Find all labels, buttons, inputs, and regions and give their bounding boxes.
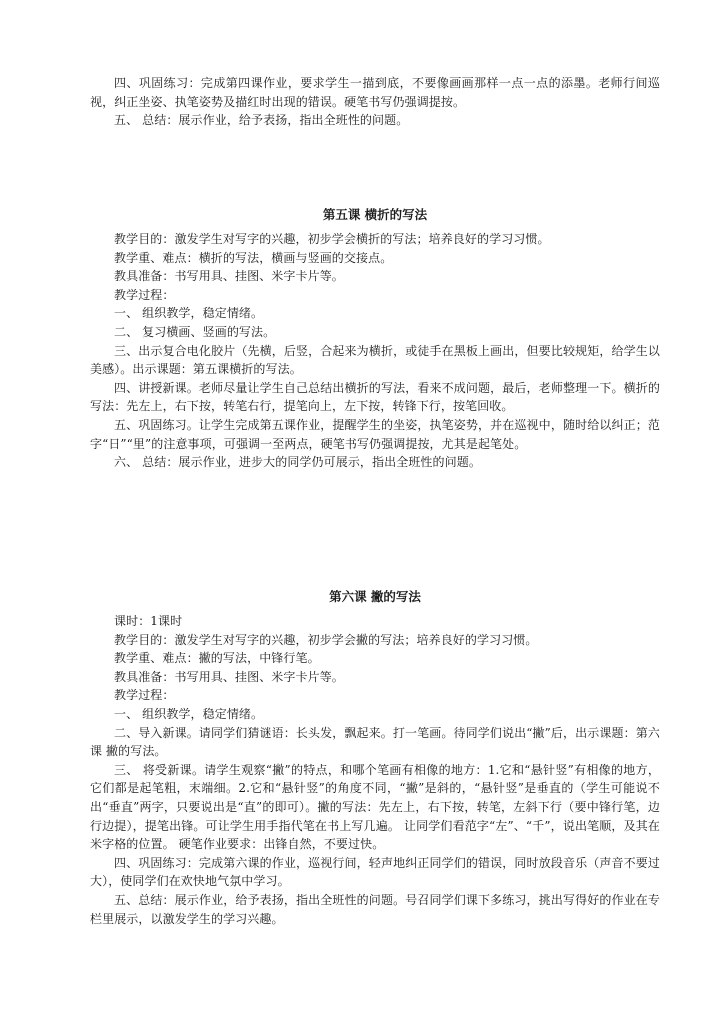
- paragraph: 教学目的：激发学生对写字的兴趣，初步学会横折的写法；培养良好的学习习惯。: [114, 232, 550, 246]
- previous-lesson-continuation: [90, 74, 660, 130]
- paragraph: 四、巩固练习：完成第四课作业，要求学生一描到底，不要像画画那样一点一点的添墨。老师行间巡视，纠正坐姿、执笔姿势及描红时出现的错误。硬笔书写仍强调提按。: [90, 76, 660, 109]
- lesson-5-title: 第五课 横折的写法: [322, 207, 428, 222]
- paragraph: 教学重、难点：横折的写法，横画与竖画的交接点。: [114, 250, 393, 265]
- paragraph: 二、 复习横画、竖画的写法。: [114, 324, 276, 339]
- paragraph: 教具准备：书写用具、挂图、米字卡片等。: [114, 669, 344, 684]
- paragraph: 二、导入新课。请同学们猜谜语：长头发，飘起来。打一笔画。待同学们说出“撇”后，出示课题：第六课 撇的写法。: [90, 725, 660, 759]
- paragraph: 五、总结：展示作业，给予表扬，指出全班性的问题。号召同学们课下多练习，挑出写得好的作业在专栏里展示，以激发学生的学习兴趣。: [90, 892, 660, 926]
- paragraph: 教学目的：激发学生对写字的兴趣，初步学会撇的写法；培养良好的学习习惯。: [114, 632, 538, 647]
- paragraph: 三、 将受新课。请学生观察“撇”的特点，和哪个笔画有相像的地方：1.它和“悬针竖”有相像的地方，它们都是起笔粗，末端细。2.它和“悬针竖”的角度不同，“撇”是斜的，“悬针竖”是垂直的（学生可能说不出“垂直”两字，只要说出是“直”的即可）。撇的写法：先左上，右下按，转笔，左斜下行（要中锋行笔，边行边提），提笔出锋。可让学生用手指代笔在书上写几遍。 让同学们看范字“左”、“千”，说出笔顺，及其在米字格的位置。 硬笔作业要求：出锋自然，不要过快。: [90, 762, 660, 852]
- paragraph: 教学重、难点：撇的写法，中锋行笔。: [114, 651, 320, 666]
- paragraph: 教具准备：书写用具、挂图、米字卡片等。: [114, 269, 344, 284]
- paragraph: 五、巩固练习。让学生完成第五课作业，提醒学生的坐姿，执笔姿势，并在巡视中，随时给以纠正；范字“日”“里”的注意事项，可强调一至两点，硬笔书写仍强调提按，尤其是起笔处。: [90, 417, 660, 451]
- lesson-5-section: [90, 206, 660, 472]
- paragraph: 一、 组织教学，稳定情绪。: [114, 706, 264, 721]
- lesson-6-title: 第六课 撇的写法: [329, 589, 421, 604]
- paragraph: 四、巩固练习：完成第六课的作业，巡视行间，轻声地纠正同学们的错误，同时放段音乐（声音不要过大），使同学们在欢快地气氛中学习。: [90, 855, 660, 889]
- paragraph: 四、讲授新课。老师尽量让学生自己总结出横折的写法，看来不成问题，最后，老师整理一下。横折的写法：先左上，右下按，转笔右行，提笔向上，左下按，转锋下行，按笔回收。: [90, 380, 660, 414]
- paragraph: 三、出示复合电化胶片（先横，后竖，合起来为横折，或徒手在黑板上画出，但要比较规矩，给学生以美感）。出示课题：第五课横折的写法。: [90, 343, 660, 377]
- paragraph: 六、 总结：展示作业，进步大的同学仍可展示，指出全班性的问题。: [114, 455, 481, 470]
- paragraph: 教学过程：: [114, 688, 175, 703]
- paragraph: 五、 总结：展示作业，给予表扬，指出全班性的问题。: [114, 113, 409, 128]
- paragraph: 课时：1课时: [114, 614, 183, 628]
- lesson-6-section: [90, 588, 660, 928]
- paragraph: 教学过程：: [114, 287, 175, 302]
- paragraph: 一、 组织教学，稳定情绪。: [114, 306, 264, 321]
